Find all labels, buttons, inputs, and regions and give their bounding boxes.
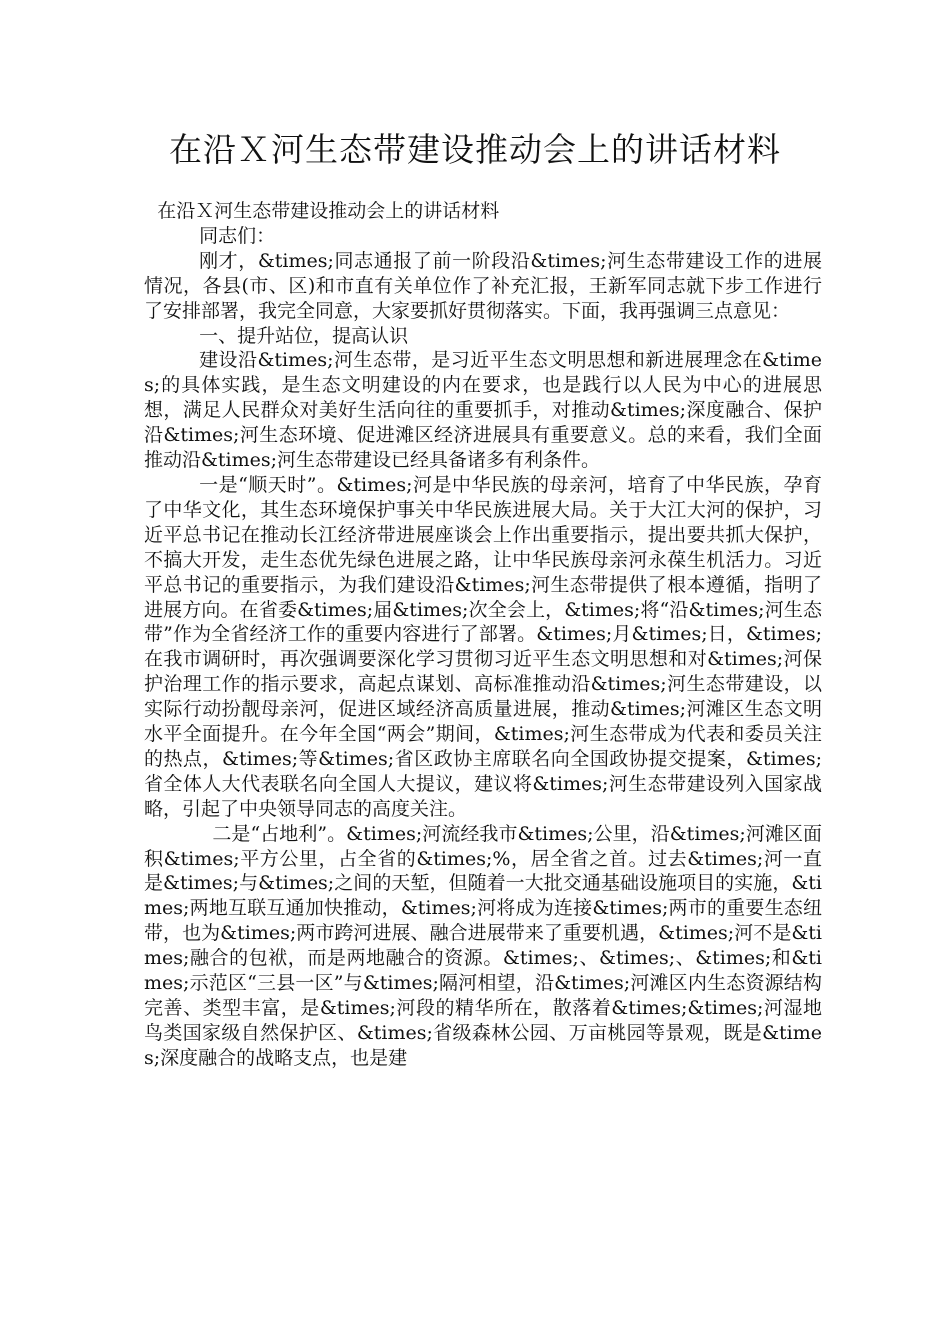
paragraph-heavenly-timing: 一是“顺天时”。&times;河是中华民族的母亲河，培育了中华民族，孕育了中华文化，其生态环境保护事关中华民族进展大局。关于大江大河的保护，习近平总书记在推动长江经济带进展座谈会上作出重要指示，提出要共抓大保护，不搞大开发，走生态优先绿色进展之路，让中华民族母亲河永葆生机活力。习近平总书记的重要指示，为我们建设沿&times;河生态带提供了根本遵循，指明了进展方向。在省委&times;届&times;次全会上，&times;将“沿&times;河生态带”作为全省经济工作的重要内容进行了部署。&times;月&times;日，&times;在我市调研时，再次强调要深化学习贯彻习近平生态文明思想和对&times;河保护治理工作的指示要求，高起点谋划、高标准推动沿&times;河生态带建设，以实际行动扮靓母亲河，促进区域经济高质量进展，推动&times;河滩区生态文明水平全面提升。在今年全国“两会”期间，&times;河生态带成为代表和委员关注的热点，&times;等&times;省区政协主席联名向全国政协提交提案，&times;省全体人大代表联名向全国人大提议，建议将&times;河生态带建设列入国家战略，引起了中央领导同志的高度关注。 — [144, 473, 822, 820]
paragraph-significance: 建设沿&times;河生态带，是习近平生态文明思想和新进展理念在&times;的具体实践，是生态文明建设的内在要求，也是践行以人民为中心的进展思想，满足人民群众对美好生活向往的重要抓手，对推动&times;深度融合、保护沿&times;河生态环境、促进滩区经济进展具有重要意义。总的来看，我们全面推动沿&times;河生态带建设已经具备诸多有利条件。 — [144, 349, 822, 472]
document-title: 在沿Ｘ河生态带建设推动会上的讲话材料 — [169, 130, 781, 169]
section-heading-1: 一、提升站位，提高认识 — [199, 324, 409, 347]
document-subtitle: 在沿Ｘ河生态带建设推动会上的讲话材料 — [157, 200, 500, 222]
paragraph-opening: 刚才，&times;同志通报了前一阶段沿&times;河生态带建设工作的进展情况，各县(市、区)和市直有关单位作了补充汇报，王新军同志就下步工作进行了安排部署，我完全同意，大家要抓好贯彻落实。下面，我再强调三点意见： — [144, 249, 822, 322]
document-body — [144, 199, 822, 1071]
salutation: 同志们： — [199, 224, 276, 247]
paragraph-geographic-advantage: 二是“占地利”。&times;河流经我市&times;公里，沿&times;河滩区面积&times;平方公里，占全省的&times;%，居全省之首。过去&times;河一直是&times;与&times;之间的天堑，但随着一大批交通基础设施项目的实施，&times;两地互联互通加快推动，&times;河将成为连接&times;两市的重要生态纽带，也为&times;两市跨河进展、融合进展带来了重要机遇，&times;河不是&times;融合的包袱，而是两地融合的资源。&times;、&times;、&times;和&times;示范区“三县一区”与&times;隔河相望，沿&times;河滩区内生态资源结构完善、类型丰富，是&times;河段的精华所在，散落着&times;&times;河湿地鸟类国家级自然保护区、&times;省级森林公园、万亩桃园等景观，既是&times;深度融合的战略支点，也是建 — [144, 822, 822, 1069]
